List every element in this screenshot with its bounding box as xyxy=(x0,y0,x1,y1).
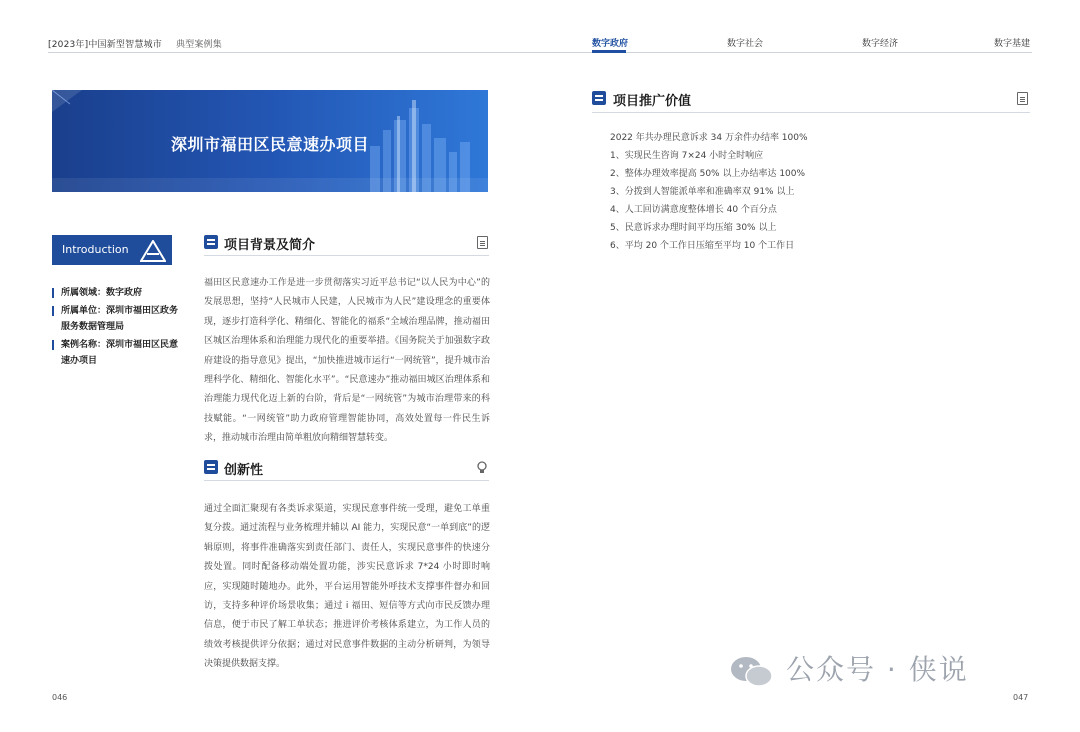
section-divider xyxy=(204,255,489,256)
section-title-background: 项目背景及简介 xyxy=(224,238,316,253)
document-icon xyxy=(1017,92,1028,105)
list-item: 4、人工回访满意度整体增长 40 个百分点 xyxy=(610,205,777,215)
running-header xyxy=(48,37,222,50)
section-list-icon xyxy=(592,91,606,105)
nav-item-digital-society[interactable]: 数字社会 xyxy=(727,39,764,49)
active-nav-underline xyxy=(592,50,626,53)
list-item: 2、整体办理效率提高 50% 以上办结率达 100% xyxy=(610,169,806,179)
background-paragraph: 福田区民意速办工作是进一步贯彻落实习近平总书记“以人民为中心”的发展思想，坚持“人民城市人民建，人民城市为人民”建设理念的重要体现，逐步打造科学化、精细化、智能化的福系“全域治理品牌，推动福田区城区治理体系和治理能力现代化的重要举措。《国务院关于加强数字政府建设的指导意见》提出，“加快推进城市运行“一网统管”，提升城市治理科学化、精细化、智能化水平”。“民意速办”推动福田城区治理体系和治理能力现代化迈上新的台阶，背后是“一网统管”为城市治理带来的科技赋能。“一网统管”助力政府管理智能协同，高效处置每一件民生诉求，推动城市治理由简单粗放向精细智慧转变。 xyxy=(204,278,490,444)
section-list-icon xyxy=(204,460,218,474)
meta-field-unit: 所属单位：深圳市福田区政务服务数据管理局 xyxy=(52,303,178,335)
watermark-text: 公众号 · 侠说 xyxy=(786,653,969,686)
document-icon xyxy=(477,236,488,249)
lightbulb-icon xyxy=(476,461,488,475)
innovation-paragraph: 通过全面汇聚现有各类诉求渠道，实现民意事件统一受理，避免工单重复分拨。通过流程与业务梳理并辅以 AI 能力，实现民意“一单到底”的逻辑原则，将事件准确落实到责任部门、责任人，实现民意事件的快速分拨处置。同时配备移动端处置功能，涉实民意诉求 7*24 小时即时响应，实现随时随地办。此外，平台运用智能外呼技术支撑事件督办和回访，支持多种评价场景收集；通过 i 福田、短信等方式向市民反馈办理信息，便于市民了解工单状态；推进评价考核体系建立，为工作人员的绩效考核提供评分依据；通过对民意事件数据的主动分析研判，为领导决策提供数据支撑。 xyxy=(204,504,490,670)
page-number-right: 047 xyxy=(1013,693,1029,702)
header-divider xyxy=(48,52,1032,53)
banner-title: 深圳市福田区民意速办项目 xyxy=(170,135,369,154)
section-divider xyxy=(204,480,489,481)
value-list xyxy=(610,129,808,255)
book-title: [2023年]中国新型智慧城市 xyxy=(48,40,162,50)
project-banner xyxy=(52,90,488,192)
section-title-innovation: 创新性 xyxy=(224,463,264,478)
section-divider xyxy=(592,112,1030,113)
nav-item-digital-government[interactable]: 数字政府 xyxy=(592,39,629,49)
introduction-logo-icon xyxy=(140,240,166,262)
section-title-value: 项目推广价值 xyxy=(613,94,692,109)
book-subtitle: 典型案例集 xyxy=(175,40,222,50)
list-item: 3、分拨到人智能派单率和准确率双 91% 以上 xyxy=(610,187,795,197)
meta-field-case-name: 案例名称：深圳市福田区民意速办项目 xyxy=(52,337,178,369)
wechat-logo-icon xyxy=(727,652,777,692)
nav-item-digital-infrastructure[interactable]: 数字基建 xyxy=(994,39,1031,49)
meta-field-domain: 所属领域：数字政府 xyxy=(52,285,178,301)
list-item: 5、民意诉求办理时间平均压缩 30% 以上 xyxy=(610,223,777,233)
list-item: 1、实现民生咨询 7×24 小时全时响应 xyxy=(610,151,764,161)
list-item: 6、平均 20 个工作日压缩至平均 10 个工作日 xyxy=(610,241,795,251)
introduction-tag xyxy=(52,235,172,265)
page-number-left: 046 xyxy=(52,693,68,702)
introduction-label: Introduction xyxy=(62,243,129,256)
list-item: 2022 年共办理民意诉求 34 万余件办结率 100% xyxy=(610,133,808,143)
section-list-icon xyxy=(204,235,218,249)
nav-item-digital-economy[interactable]: 数字经济 xyxy=(862,39,899,49)
